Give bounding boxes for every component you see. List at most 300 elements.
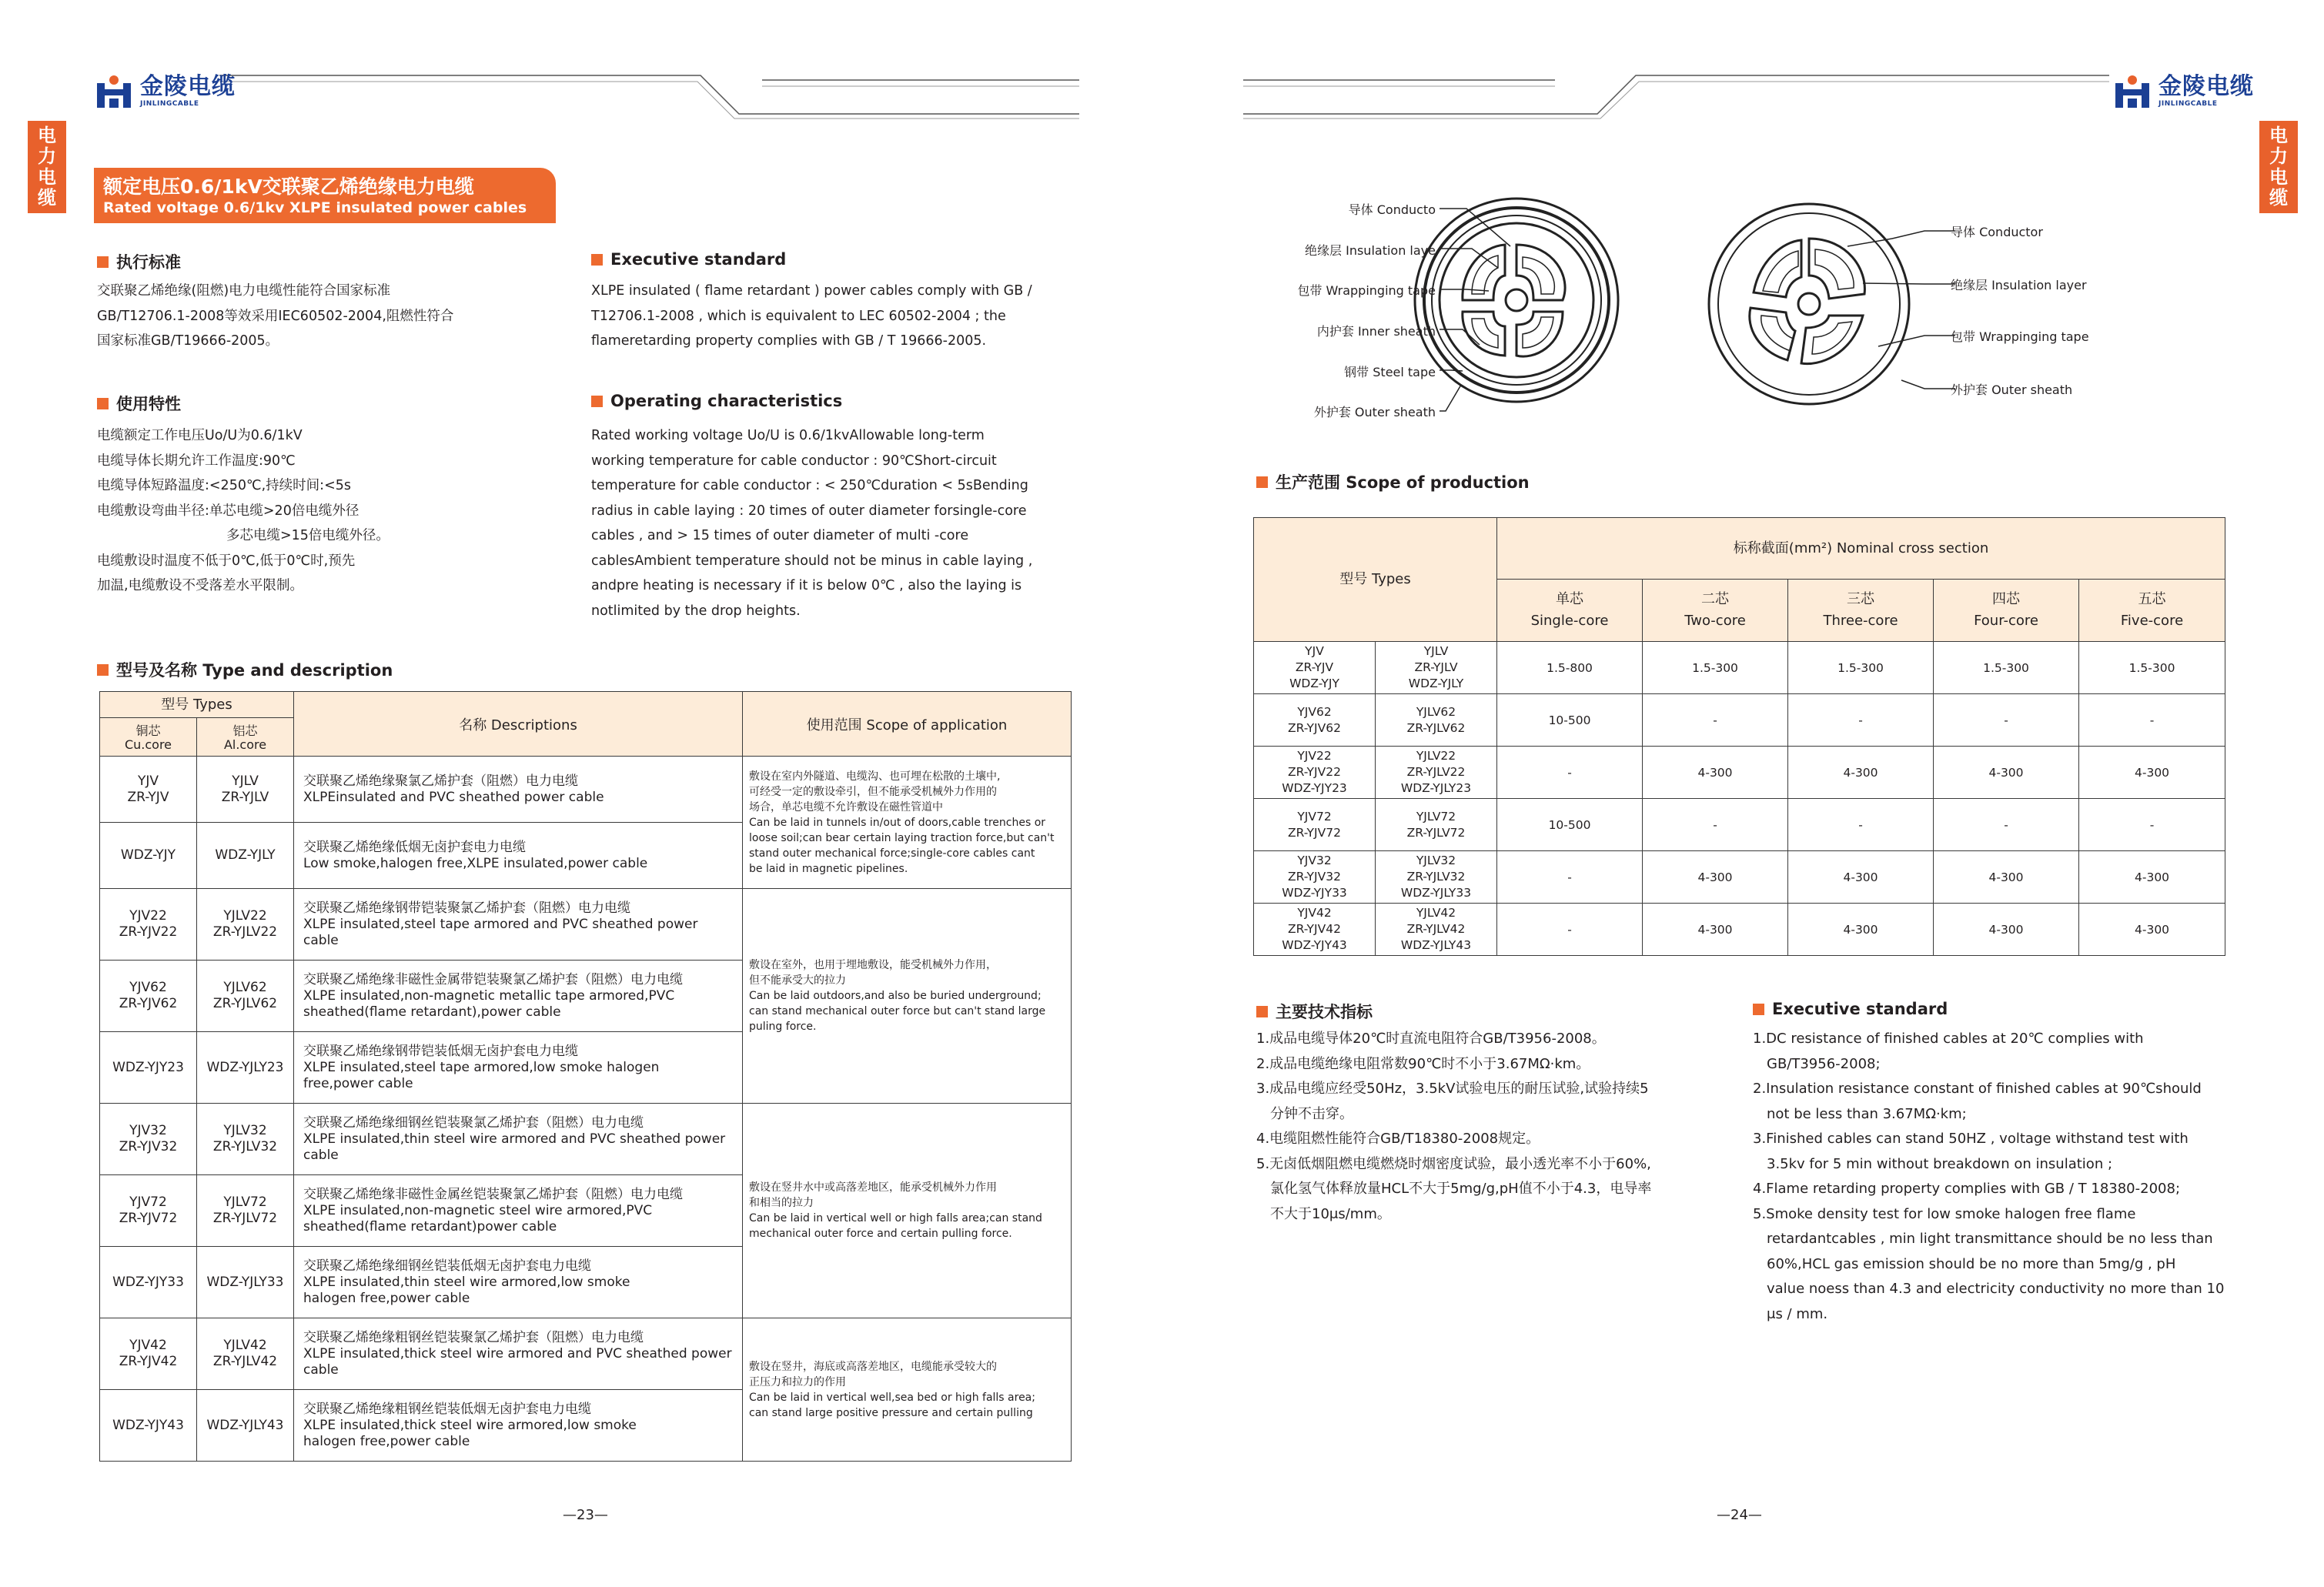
text-line: T12706.1-2008 , which is equivalent to LEC 60502-2004 ; the xyxy=(591,308,1006,324)
exec-text-en xyxy=(591,279,1032,354)
page-number-left: —23— xyxy=(563,1507,608,1523)
text-line: notlimited by the drop heights. xyxy=(591,603,801,619)
cell-line: free,power cable xyxy=(303,1075,413,1091)
cu-type-cell xyxy=(100,1247,197,1318)
cell-line: Low smoke,halogen free,XLPE insulated,power cable xyxy=(303,855,648,871)
logo-icon xyxy=(2112,72,2152,111)
cell-line: YJV62 xyxy=(1297,704,1332,719)
header-line: Cu.core xyxy=(124,737,172,752)
section-range-cell: - xyxy=(1934,799,2079,851)
section-range-cell: 4-300 xyxy=(1934,851,2079,904)
cu-type-cell xyxy=(100,1104,197,1175)
brand-logo-right xyxy=(2112,72,2254,111)
cell-line: sheathed(flame retardant)power cable xyxy=(303,1218,557,1235)
cell-line: XLPE insulated,non-magnetic steel wire armored,PVC xyxy=(303,1202,653,1218)
tech-list-en xyxy=(1753,1027,2224,1327)
header-line: 铝芯 xyxy=(232,723,258,738)
side-tab-left xyxy=(28,121,66,213)
application-cell xyxy=(743,757,1072,889)
nominal-section-header: 标称截面(mm²) Nominal cross section xyxy=(1497,518,2225,580)
cell-line: WDZ-YJLY23 xyxy=(206,1059,284,1075)
section-range-cell: 4-300 xyxy=(1643,904,1788,956)
core-count-header xyxy=(1643,580,1788,642)
oper-heading-en: Operating characteristics xyxy=(591,392,842,410)
al-type-cell xyxy=(197,1104,294,1175)
cell-line: Can be laid in vertical well,sea bed or high falls area; xyxy=(749,1391,1035,1404)
cu-type-cell xyxy=(100,1318,197,1390)
cell-line: YJLV62 xyxy=(1416,704,1456,719)
cell-line: 正压力和拉力的作用 xyxy=(749,1375,847,1388)
section-range-cell: 1.5-300 xyxy=(2079,642,2225,694)
header-line: Al.core xyxy=(223,737,267,752)
al-type-cell xyxy=(197,1390,294,1462)
al-type-cell xyxy=(197,1032,294,1104)
cell-line: ZR-YJLV22 xyxy=(212,924,278,940)
cell-line: YJV72 xyxy=(129,1194,167,1210)
al-type-cell xyxy=(1376,799,1497,851)
side-tab-char: 缆 xyxy=(38,187,56,209)
cell-line: ZR-YJLV72 xyxy=(1406,825,1466,840)
table-row xyxy=(1254,799,2225,851)
cell-line: YJV xyxy=(1305,644,1324,658)
cell-line: YJLV xyxy=(1423,644,1449,658)
list-item: 氯化氢气体释放量HCL不大于5mg/g,pH值不小于4.3，电导率 xyxy=(1270,1181,1652,1197)
cell-line: sheathed(flame retardant),power cable xyxy=(303,1004,561,1020)
list-item: 5.无卤低烟阻燃电缆燃烧时烟密度试验，最小透光率不小于60%, xyxy=(1256,1155,1651,1172)
cell-line: halogen free,power cable xyxy=(303,1290,470,1306)
cu-core-header xyxy=(100,718,197,757)
cell-line: 交联聚乙烯绝缘钢带铠装聚氯乙烯护套（阻燃）电力电缆 xyxy=(303,900,631,916)
label-outer-sheath-right: 外护套 Outer sheath xyxy=(1951,383,2073,397)
scope-types-header: 型号 Types xyxy=(1254,518,1497,642)
cable-armored-drawing xyxy=(1415,199,1618,402)
cell-line: 交联聚乙烯绝缘非磁性金属丝铠装聚氯乙烯护套（阻燃）电力电缆 xyxy=(303,1186,684,1202)
section-range-cell: 1.5-300 xyxy=(1643,642,1788,694)
cu-type-cell xyxy=(1254,851,1376,904)
descriptions-header: 名称 Descriptions xyxy=(294,692,743,757)
description-cell xyxy=(294,1318,743,1390)
cell-line: 敷设在室外，也用于埋地敷设，能受机械外力作用， xyxy=(749,959,998,971)
core-count-header xyxy=(1788,580,1934,642)
text-line: working temperature for cable conductor : 90℃Short-circuit xyxy=(591,453,997,469)
section-range-cell: 4-300 xyxy=(2079,851,2225,904)
side-tab-char: 电 xyxy=(2269,166,2288,188)
cell-line: XLPE insulated,steel tape armored,low smoke halogen xyxy=(303,1059,660,1075)
cell-line: YJLV22 xyxy=(223,908,267,924)
cell-line: WDZ-YJLY xyxy=(1408,677,1464,690)
types-header: 型号 Types xyxy=(100,692,294,718)
cell-line: YJLV62 xyxy=(223,980,267,995)
exec-heading-en: Executive standard xyxy=(591,250,786,269)
text-line: cablesAmbient temperature should not be minus in cable laying , xyxy=(591,553,1033,569)
header-line: 四芯 xyxy=(1992,591,2021,607)
list-item: 不大于10μs/mm。 xyxy=(1270,1205,1391,1222)
description-cell xyxy=(294,889,743,961)
cell-line: ZR-YJLV xyxy=(1414,660,1458,674)
cell-line: WDZ-YJY xyxy=(1289,677,1339,690)
list-item: 4.Flame retarding property complies with GB / T 18380-2008; xyxy=(1753,1181,2181,1197)
section-range-cell: - xyxy=(1497,904,1643,956)
side-tab-char: 电 xyxy=(38,166,56,188)
cell-line: Can be laid in vertical well or high falls area;can stand xyxy=(749,1212,1042,1224)
description-cell xyxy=(294,1390,743,1462)
cell-line: Can be laid outdoors,and also be buried underground; xyxy=(749,990,1042,1002)
cu-type-cell xyxy=(1254,642,1376,694)
cell-line: WDZ-YJY23 xyxy=(1282,781,1347,795)
al-type-cell xyxy=(197,1247,294,1318)
section-range-cell: - xyxy=(2079,694,2225,747)
text-line: 电缆敷设时温度不低于0℃,低于0℃时,预先 xyxy=(97,553,356,569)
cell-line: ZR-YJV22 xyxy=(119,924,178,940)
label-insulation-left: 绝缘层 Insulation laye xyxy=(1305,243,1436,258)
cell-line: YJV42 xyxy=(129,1338,167,1353)
cell-line: YJLV22 xyxy=(1416,749,1456,763)
header-line: Five-core xyxy=(2120,613,2184,629)
cu-type-cell xyxy=(1254,799,1376,851)
section-range-cell: 10-500 xyxy=(1497,799,1643,851)
al-type-cell xyxy=(197,1175,294,1247)
type-heading: 型号及名称 Type and description xyxy=(97,658,393,681)
cell-line: 可经受一定的敷设牵引，但不能承受机械外力作用的 xyxy=(749,785,998,798)
section-range-cell: 1.5-800 xyxy=(1497,642,1643,694)
cell-line: ZR-YJLV32 xyxy=(212,1139,278,1154)
text-line: 电缆导体短路温度:<250℃,持续时间:<5s xyxy=(97,478,351,493)
cell-line: ZR-YJLV62 xyxy=(212,996,278,1011)
cell-line: YJV xyxy=(137,773,159,789)
al-type-cell xyxy=(1376,851,1497,904)
cell-line: YJV42 xyxy=(1297,906,1332,920)
cu-type-cell xyxy=(1254,747,1376,799)
text-line: andpre heating is necessary if it is below 0℃ , also the laying is xyxy=(591,578,1022,593)
description-cell xyxy=(294,961,743,1032)
cell-line: YJV32 xyxy=(129,1123,167,1138)
section-range-cell: - xyxy=(1497,851,1643,904)
section-range-cell: 4-300 xyxy=(1788,904,1934,956)
cell-line: cable xyxy=(303,1147,339,1163)
list-item: 5.Smoke density test for low smoke halogen free flame xyxy=(1753,1205,2136,1222)
cell-line: ZR-YJLV42 xyxy=(212,1354,278,1369)
table-row xyxy=(100,1318,1072,1390)
header-line: 二芯 xyxy=(1701,591,1730,607)
cell-line: 但不能承受大的拉力 xyxy=(749,974,847,987)
cell-line: 交联聚乙烯绝缘钢带铠装低烟无卤护套电力电缆 xyxy=(303,1043,579,1059)
cu-type-cell xyxy=(100,1032,197,1104)
cell-line: XLPE insulated,thin steel wire armored,low smoke xyxy=(303,1274,630,1290)
cell-line: YJV22 xyxy=(1297,749,1332,763)
section-range-cell: 1.5-300 xyxy=(1934,642,2079,694)
section-range-cell: 4-300 xyxy=(1643,747,1788,799)
text-line: Rated working voltage Uo/U is 0.6/1kvAllowable long-term xyxy=(591,428,985,443)
cell-line: XLPEinsulated and PVC sheathed power cable xyxy=(303,789,604,805)
cell-line: ZR-YJV72 xyxy=(119,1211,178,1226)
cell-line: YJV22 xyxy=(129,908,167,924)
al-type-cell xyxy=(197,1318,294,1390)
label-outer-sheath-left: 外护套 Outer sheath xyxy=(1313,405,1436,419)
section-range-cell: - xyxy=(1497,747,1643,799)
text-line: 电缆额定工作电压Uo/U为0.6/1kV xyxy=(97,428,303,443)
section-range-cell: 4-300 xyxy=(2079,747,2225,799)
cu-type-cell xyxy=(100,1390,197,1462)
cell-line: XLPE insulated,thick steel wire armored,low smoke xyxy=(303,1417,637,1433)
cell-line: 敷设在竖井水中或高落差地区，能承受机械外力作用 xyxy=(749,1181,998,1194)
description-cell xyxy=(294,823,743,889)
cell-line: 交联聚乙烯绝缘细钢丝铠装聚氯乙烯护套（阻燃）电力电缆 xyxy=(303,1114,644,1131)
header-line: Two-core xyxy=(1684,613,1746,629)
cell-line: ZR-YJV22 xyxy=(1288,765,1341,779)
brand-logo-left xyxy=(94,72,236,111)
cell-line: YJLV xyxy=(232,773,259,789)
header-line: 铜芯 xyxy=(135,723,161,738)
list-item: not be less than 3.67MΩ·km; xyxy=(1767,1105,1967,1122)
cell-line: WDZ-YJLY23 xyxy=(1400,781,1472,795)
cell-line: WDZ-YJLY33 xyxy=(206,1274,284,1290)
label-tape-left: 包带 Wrappinging tape xyxy=(1297,283,1436,298)
section-range-cell: - xyxy=(1788,799,1934,851)
al-core-header xyxy=(197,718,294,757)
label-steel-tape-left: 钢带 Steel tape xyxy=(1344,365,1436,379)
text-line: 电缆敷设弯曲半径:单芯电缆>20倍电缆外径 xyxy=(97,503,359,519)
cu-type-cell xyxy=(100,1175,197,1247)
cell-line: WDZ-YJY23 xyxy=(112,1059,184,1075)
cell-line: ZR-YJV32 xyxy=(119,1139,178,1154)
al-type-cell xyxy=(1376,904,1497,956)
header-line: 五芯 xyxy=(2138,591,2166,607)
list-item: 分钟不击穿。 xyxy=(1270,1105,1353,1122)
header-line: Single-core xyxy=(1530,613,1609,629)
cell-line: puling force. xyxy=(749,1021,817,1033)
cu-type-cell xyxy=(1254,904,1376,956)
cell-line: halogen free,power cable xyxy=(303,1433,470,1449)
cell-line: XLPE insulated,thick steel wire armored and PVC sheathed power xyxy=(303,1345,732,1361)
side-tab-right xyxy=(2259,121,2298,213)
label-conductor-right: 导体 Conductor xyxy=(1951,225,2043,239)
description-cell xyxy=(294,757,743,823)
list-item: 2.Insulation resistance constant of finished cables at 90℃should xyxy=(1753,1081,2202,1097)
cell-line: YJLV32 xyxy=(1416,854,1456,867)
cell-line: ZR-YJV42 xyxy=(119,1354,178,1369)
logo-icon xyxy=(94,72,134,111)
cell-line: can stand large positive pressure and certain pulling xyxy=(749,1406,1033,1419)
tech-list-cn xyxy=(1256,1027,1651,1227)
exec-heading-cn: 执行标准 xyxy=(97,250,181,273)
text-line: 交联聚乙烯绝缘(阻燃)电力电缆性能符合国家标准 xyxy=(97,283,391,299)
cell-line: WDZ-YJLY43 xyxy=(1400,938,1472,952)
table-row xyxy=(1254,694,2225,747)
cell-line: 交联聚乙烯绝缘非磁性金属带铠装聚氯乙烯护套（阻燃）电力电缆 xyxy=(303,971,684,987)
header-line: 三芯 xyxy=(1847,591,1875,607)
al-type-cell xyxy=(197,961,294,1032)
cell-line: 交联聚乙烯绝缘粗钢丝铠装低烟无卤护套电力电缆 xyxy=(303,1401,592,1417)
section-range-cell: - xyxy=(1643,799,1788,851)
list-item: value noess than 4.3 and electricity conductivity no more than 10 xyxy=(1767,1281,2225,1297)
text-line: 电缆导体长期允许工作温度:90℃ xyxy=(97,453,296,469)
cell-line: WDZ-YJLY xyxy=(215,847,276,863)
al-type-cell xyxy=(197,889,294,961)
cell-line: 和相当的拉力 xyxy=(749,1197,814,1209)
table-row xyxy=(1254,642,2225,694)
cu-type-cell xyxy=(100,823,197,889)
section-range-cell: 4-300 xyxy=(1934,904,2079,956)
side-tab-char: 电 xyxy=(38,125,56,146)
cell-line: mechanical outer force and certain pulling force. xyxy=(749,1228,1012,1240)
cell-line: 交联聚乙烯绝缘粗钢丝铠装聚氯乙烯护套（阻燃）电力电缆 xyxy=(303,1329,644,1345)
text-line: 国家标准GB/T19666-2005。 xyxy=(97,333,279,349)
al-type-cell xyxy=(1376,642,1497,694)
type-description-table xyxy=(99,691,1072,1462)
cell-line: loose soil;can bear certain laying traction force,but can't xyxy=(749,831,1055,844)
title-banner xyxy=(94,168,556,223)
cu-type-cell xyxy=(1254,694,1376,747)
cell-line: XLPE insulated,steel tape armored and PVC sheathed power xyxy=(303,916,698,932)
list-item: 3.Finished cables can stand 50HZ , voltage withstand test with xyxy=(1753,1131,2189,1147)
list-item: 4.电缆阻燃性能符合GB/T18380-2008规定。 xyxy=(1256,1131,1540,1147)
cell-line: ZR-YJV32 xyxy=(1288,870,1341,884)
banner-title-en: Rated voltage 0.6/1kv XLPE insulated power cables xyxy=(103,199,527,216)
header-line: 单芯 xyxy=(1556,591,1584,607)
cell-line: WDZ-YJY43 xyxy=(1282,938,1347,952)
oper-text-en xyxy=(591,423,1032,623)
section-range-cell: - xyxy=(2079,799,2225,851)
cell-line: can stand mechanical outer force but can't stand large xyxy=(749,1005,1046,1017)
text-line: radius in cable laying : 20 times of outer diameter forsingle-core xyxy=(591,503,1027,519)
scope-heading: 生产范围 Scope of production xyxy=(1256,470,1530,493)
cell-line: YJV32 xyxy=(1297,854,1332,867)
label-tape-right: 包带 Wrappinging tape xyxy=(1951,329,2089,344)
cell-line: ZR-YJV xyxy=(127,789,169,805)
section-range-cell: 4-300 xyxy=(1788,851,1934,904)
cell-line: ZR-YJLV42 xyxy=(1406,922,1466,936)
table-row xyxy=(100,1104,1072,1175)
cell-line: XLPE insulated,thin steel wire armored and PVC sheathed power xyxy=(303,1131,726,1147)
section-range-cell: 4-300 xyxy=(2079,904,2225,956)
text-line: 多芯电缆>15倍电缆外径。 xyxy=(226,528,390,543)
scope-table xyxy=(1253,517,2225,956)
cell-line: YJLV42 xyxy=(1416,906,1456,920)
section-range-cell: - xyxy=(1643,694,1788,747)
header-rule-right xyxy=(1232,0,2202,123)
list-item: 2.成品电缆绝缘电阻常数90℃时不小于3.67MΩ·km。 xyxy=(1256,1055,1590,1072)
cell-line: ZR-YJLV xyxy=(221,789,269,805)
al-type-cell xyxy=(197,823,294,889)
text-line: cables , and > 15 times of outer diameter of multi -core xyxy=(591,528,969,543)
cell-line: ZR-YJLV62 xyxy=(1406,720,1466,735)
cell-line: WDZ-YJY43 xyxy=(112,1417,184,1433)
oper-heading-cn: 使用特性 xyxy=(97,392,181,415)
banner-title-cn: 额定电压0.6/1kV交联聚乙烯绝缘电力电缆 xyxy=(103,175,474,198)
cell-line: ZR-YJV72 xyxy=(1288,825,1341,840)
tech-heading-en: Executive standard xyxy=(1753,1000,1948,1018)
list-item: retardantcables , min light transmittance should be no less than xyxy=(1767,1231,2213,1247)
section-range-cell: 4-300 xyxy=(1643,851,1788,904)
list-item: GB/T3956-2008; xyxy=(1767,1055,1881,1072)
cell-line: ZR-YJV62 xyxy=(1288,720,1341,735)
description-cell xyxy=(294,1247,743,1318)
text-line: 加温,电缆敷设不受落差水平限制。 xyxy=(97,578,304,593)
cell-line: 交联聚乙烯绝缘低烟无卤护套电力电缆 xyxy=(303,839,527,855)
text-line: flameretarding property complies with GB / T 19666-2005. xyxy=(591,333,987,349)
description-cell xyxy=(294,1032,743,1104)
text-line: XLPE insulated ( flame retardant ) power cables comply with GB / xyxy=(591,283,1032,299)
cu-type-cell xyxy=(100,961,197,1032)
cell-line: ZR-YJV42 xyxy=(1288,922,1341,936)
application-cell xyxy=(743,1318,1072,1462)
cell-line: 场合，单芯电缆不允许敷设在磁性管道中 xyxy=(749,800,944,814)
label-insulation-right: 绝缘层 Insulation layer xyxy=(1951,278,2087,292)
section-range-cell: 4-300 xyxy=(1934,747,2079,799)
section-range-cell: - xyxy=(1934,694,2079,747)
section-range-cell: 1.5-300 xyxy=(1788,642,1934,694)
cell-line: 交联聚乙烯绝缘聚氯乙烯护套（阻燃）电力电缆 xyxy=(303,773,579,789)
al-type-cell xyxy=(197,757,294,823)
list-item: 3.5kv for 5 min without breakdown on insulation ; xyxy=(1767,1155,2113,1172)
al-type-cell xyxy=(1376,747,1497,799)
cell-line: WDZ-YJY33 xyxy=(1282,886,1347,900)
cable-unarmored-drawing xyxy=(1709,204,1909,404)
cell-line: YJLV42 xyxy=(223,1338,267,1353)
header-line: Three-core xyxy=(1823,613,1898,629)
cell-line: ZR-YJV62 xyxy=(119,996,178,1011)
brand-name-cn: 金陵电缆 xyxy=(2158,73,2254,100)
list-item: 3.成品电缆应经受50Hz，3.5kV试验电压的耐压试验,试验持续5 xyxy=(1256,1081,1649,1097)
cell-line: 敷设在竖井，海底或高落差地区，电缆能承受较大的 xyxy=(749,1360,998,1373)
application-cell xyxy=(743,1104,1072,1318)
text-line: GB/T12706.1-2008等效采用IEC60502-2004,阻燃性符合 xyxy=(97,308,454,324)
core-count-header xyxy=(1497,580,1643,642)
table-row xyxy=(100,889,1072,961)
side-tab-char: 力 xyxy=(38,145,56,167)
list-item: 1.DC resistance of finished cables at 20℃ complies with xyxy=(1753,1031,2144,1047)
side-tab-char: 力 xyxy=(2269,145,2288,167)
cell-line: WDZ-YJY33 xyxy=(112,1274,184,1290)
brand-name-cn: 金陵电缆 xyxy=(140,73,236,100)
cell-line: stand outer mechanical force;single-core cables cant xyxy=(749,847,1035,860)
cell-line: ZR-YJLV22 xyxy=(1406,765,1466,779)
cell-line: WDZ-YJLY43 xyxy=(206,1417,284,1433)
cell-line: be laid in magnetic pipelines. xyxy=(749,862,908,875)
cell-line: WDZ-YJLY33 xyxy=(1400,886,1472,900)
label-conductor-left: 导体 Conducto xyxy=(1348,202,1436,217)
exec-text-cn xyxy=(97,279,453,354)
section-range-cell: 10-500 xyxy=(1497,694,1643,747)
table-row xyxy=(1254,904,2225,956)
cell-line: ZR-YJV xyxy=(1295,660,1334,674)
application-cell xyxy=(743,889,1072,1104)
section-range-cell: - xyxy=(1788,694,1934,747)
table-row xyxy=(1254,851,2225,904)
list-item: 1.成品电缆导体20℃时直流电阻符合GB/T3956-2008。 xyxy=(1256,1031,1606,1047)
brand-name-en: JINLINGCABLE xyxy=(140,100,199,108)
cell-line: 敷设在室内外隧道、电缆沟、也可埋在松散的土壤中, xyxy=(749,770,1001,783)
page-number-right: —24— xyxy=(1717,1507,1762,1523)
cell-line: YJLV72 xyxy=(223,1194,267,1210)
brand-name-en: JINLINGCABLE xyxy=(2158,100,2218,108)
side-tab-char: 缆 xyxy=(2269,187,2288,209)
text-line: temperature for cable conductor : < 250℃duration < 5sBending xyxy=(591,478,1028,493)
description-cell xyxy=(294,1104,743,1175)
cell-line: Can be laid in tunnels in/out of doors,cable trenches or xyxy=(749,816,1046,829)
table-row xyxy=(100,757,1072,823)
cell-line: YJV62 xyxy=(129,980,167,995)
application-header: 使用范围 Scope of application xyxy=(743,692,1072,757)
oper-text-cn xyxy=(97,423,390,599)
al-type-cell xyxy=(1376,694,1497,747)
cu-type-cell xyxy=(100,889,197,961)
cell-line: cable xyxy=(303,1361,339,1378)
list-item: 60%,HCL gas emission should be no more than 5mg/g , pH xyxy=(1767,1255,2176,1272)
cell-line: cable xyxy=(303,932,339,948)
side-tab-char: 电 xyxy=(2269,125,2288,146)
description-cell xyxy=(294,1175,743,1247)
